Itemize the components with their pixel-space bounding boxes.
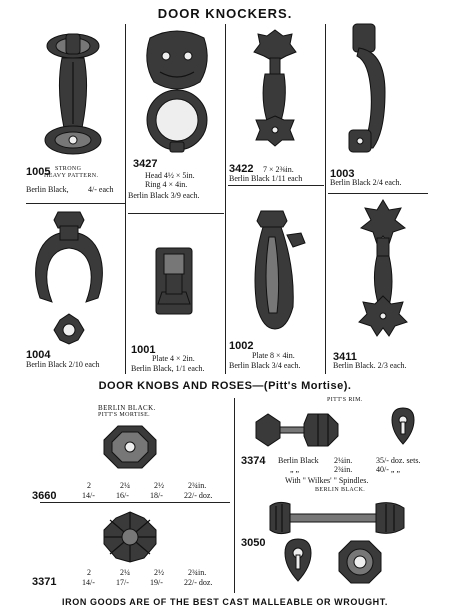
size-2: 2: [87, 568, 91, 577]
item-desc: Ring 4 × 4in.: [145, 180, 188, 189]
item-price: Berlin Black 2/10 each: [26, 360, 100, 369]
size-2-25: 2¼: [120, 481, 130, 490]
item-price: 40/- „ „: [376, 465, 400, 474]
item-size: 2¾in.: [334, 465, 353, 474]
page-title: DOOR KNOCKERS.: [157, 6, 293, 21]
divider: [228, 185, 324, 186]
divider: [234, 398, 235, 593]
divider: [26, 203, 126, 204]
size-2-5: 2½: [154, 481, 164, 490]
item-number: 1001: [131, 344, 156, 356]
item-number: 3050: [241, 537, 266, 549]
keyhole-escutcheon-icon: [390, 406, 416, 446]
knocker-1002-illustration: [243, 207, 308, 335]
item-number: 3422: [229, 163, 254, 175]
size-2-25: 2¼: [120, 568, 130, 577]
price-2-25: 16/-: [116, 491, 129, 500]
item-price: Berlin Black. 2/3 each.: [333, 361, 407, 370]
item-note: STRONG: [55, 166, 82, 172]
item-size: 2¼in.: [334, 456, 353, 465]
item-number: 3371: [32, 576, 57, 588]
size-2-75: 2¾in.: [188, 568, 207, 577]
item-number: 1004: [26, 349, 51, 361]
item-price: Berlin Black, 1/1 each.: [131, 364, 205, 373]
price-2-5: 18/-: [150, 491, 163, 500]
finish-label: BERLIN BLACK.: [98, 404, 156, 412]
item-number: 1002: [229, 340, 254, 352]
type-label: PITT'S RIM.: [327, 397, 363, 403]
knocker-1001-illustration: [150, 246, 200, 318]
item-number: 3411: [333, 351, 357, 363]
knocker-3411-illustration: [355, 198, 411, 338]
divider: [325, 24, 326, 374]
item-price: 35/- doz. sets.: [376, 456, 421, 465]
item-price: Berlin Black 2/4 each.: [330, 178, 402, 187]
knocker-1003-illustration: [345, 22, 395, 157]
item-finish: Berlin Black: [278, 456, 319, 465]
item-size: 7 × 2⅜in.: [263, 165, 294, 174]
divider: [125, 24, 126, 374]
size-2-5: 2½: [154, 568, 164, 577]
price-2-25: 17/-: [116, 578, 129, 587]
item-number: 1003: [330, 168, 355, 180]
price-2-5: 19/-: [150, 578, 163, 587]
size-2-75: 2¾in.: [188, 481, 207, 490]
knocker-3427-illustration: [140, 28, 215, 153]
item-price: 4/- each: [88, 185, 114, 194]
item-number: 1005: [26, 166, 51, 178]
item-desc: Head 4½ × 5in.: [145, 171, 195, 180]
price-2: 14/-: [82, 578, 95, 587]
knob-3371-illustration: [100, 510, 160, 564]
keyhole-escutcheon-icon: [283, 537, 313, 583]
size-2: 2: [87, 481, 91, 490]
footer-text: IRON GOODS ARE OF THE BEST CAST MALLEABLE OR WROUGHT.: [62, 597, 388, 607]
item-price: Berlin Black 1/11 each: [229, 174, 303, 183]
item-note: HEAVY PATTERN.: [44, 173, 99, 179]
knocker-3422-illustration: [250, 28, 300, 148]
price-2-75: 22/- doz.: [184, 578, 213, 587]
knocker-1005-illustration: [38, 28, 108, 163]
finish-label: BERLIN BLACK.: [315, 487, 366, 493]
divider: [225, 24, 226, 374]
section-title: DOOR KNOBS AND ROSES—(Pitt's Mortise).: [98, 380, 352, 392]
type-label: PITT'S MORTISE.: [98, 412, 151, 418]
item-desc: Plate 4 × 2in.: [152, 354, 195, 363]
item-price: Berlin Black 3/9 each.: [128, 191, 200, 200]
price-2-75: 22/- doz.: [184, 491, 213, 500]
price-2: 14/-: [82, 491, 95, 500]
item-number: 3660: [32, 490, 57, 502]
spindle-note: With " Wilkes' " Spindles.: [285, 476, 369, 485]
knob-3374-illustration: [252, 410, 372, 450]
knob-3050-illustration: [268, 500, 408, 536]
item-finish: Berlin Black,: [26, 185, 69, 194]
knob-3660-illustration: [100, 422, 160, 472]
item-number: 3427: [133, 158, 158, 170]
divider: [128, 213, 224, 214]
divider: [328, 193, 428, 194]
item-number: 3374: [241, 455, 266, 467]
item-price: Berlin Black 3/4 each.: [229, 361, 301, 370]
rose-plate-illustration: [337, 539, 383, 585]
ditto-marks: „ „: [290, 465, 300, 474]
knocker-1004-illustration: [28, 210, 110, 345]
divider: [40, 502, 230, 503]
item-desc: Plate 8 × 4in.: [252, 351, 295, 360]
